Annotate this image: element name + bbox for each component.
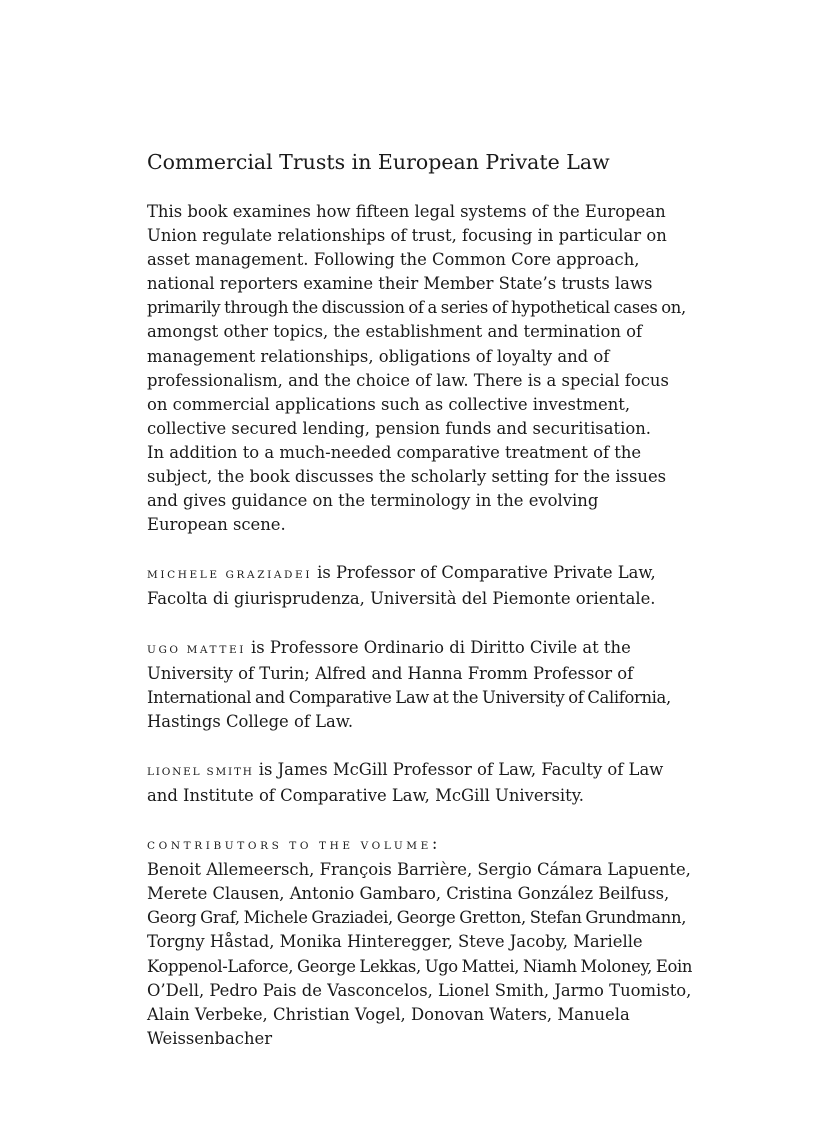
description-line: Union regulate relationships of trust, focusing in particular on [147, 226, 667, 246]
author-bio-smith [147, 758, 767, 808]
contributors-line: Georg Graf, Michele Graziadei, George Gretton, Stefan Grundmann, [147, 908, 687, 928]
contributors-label: CONTRIBUTORS TO THE VOLUME [147, 840, 432, 853]
contributors-line: Alain Verbeke, Christian Vogel, Donovan Waters, Manuela [147, 1004, 630, 1024]
description-line: This book examines how fifteen legal systems of the European [147, 202, 666, 221]
contributors-line: Weissenbacher [147, 1028, 273, 1048]
author-bio-line [147, 561, 767, 587]
book-blurb-page [147, 149, 767, 1051]
description-line: primarily through the discussion of a series of hypothetical cases on, [147, 298, 686, 318]
description-line: management relationships, obligations of loyalty and of [147, 346, 610, 366]
description-line: professionalism, and the choice of law. There is a special focus [147, 370, 669, 390]
author-bio-text: is James McGill Professor of Law, Faculty of Law [258, 759, 664, 779]
contributors-heading [147, 832, 767, 858]
description-line: asset management. Following the Common Core approach, [147, 250, 640, 270]
author-bio-line: Hastings College of Law. [147, 711, 354, 731]
author-name: LIONEL SMITH [147, 765, 254, 778]
contributors-line: Benoit Allemeersch, François Barrière, Sergio Cámara Lapuente, [147, 860, 691, 880]
author-name: MICHELE GRAZIADEI [147, 569, 313, 582]
author-bio-line [147, 758, 767, 784]
description-line: and gives guidance on the terminology in the evolving [147, 491, 599, 511]
contributors-line: Koppenol-Laforce, George Lekkas, Ugo Mattei, Niamh Moloney, Eoin [147, 956, 693, 976]
description-line: on commercial applications such as collective investment, [147, 394, 631, 414]
author-bio-line: and Institute of Comparative Law, McGill University. [147, 785, 584, 805]
author-bio-line [147, 636, 767, 662]
contributors-line: O’Dell, Pedro Pais de Vasconcelos, Lionel Smith, Jarmo Tuomisto, [147, 980, 692, 1000]
description-line: collective secured lending, pension funds and securitisation. [147, 418, 651, 438]
book-title: Commercial Trusts in European Private Law [147, 150, 610, 174]
author-name: UGO MATTEI [147, 643, 246, 656]
description-line: amongst other topics, the establishment and termination of [147, 322, 643, 342]
contributors-line: Torgny Håstad, Monika Hinteregger, Steve Jacoby, Marielle [147, 932, 643, 952]
contributors-colon: : [431, 834, 438, 854]
contributors-section [147, 832, 767, 1051]
description-line: national reporters examine their Member State’s trusts laws [147, 274, 653, 294]
author-bio-mattei [147, 636, 767, 734]
description-line: European scene. [147, 515, 286, 535]
author-bio-line: University of Turin; Alfred and Hanna Fromm Professor of [147, 663, 634, 683]
book-description [147, 200, 767, 537]
description-line: subject, the book discusses the scholarly setting for the issues [147, 467, 667, 487]
description-line: In addition to a much-needed comparative treatment of the [147, 442, 642, 462]
contributors-line: Merete Clausen, Antonio Gambaro, Cristina González Beilfuss, [147, 884, 670, 904]
author-bio-line: Facolta di giurisprudenza, Università del Piemonte orientale. [147, 589, 656, 609]
author-bio-line: International and Comparative Law at the University of California, [147, 687, 671, 707]
author-bio-graziadei [147, 561, 767, 611]
author-bio-text: is Professore Ordinario di Diritto Civile at the [250, 637, 631, 657]
author-bio-text: is Professor of Comparative Private Law, [317, 563, 656, 583]
